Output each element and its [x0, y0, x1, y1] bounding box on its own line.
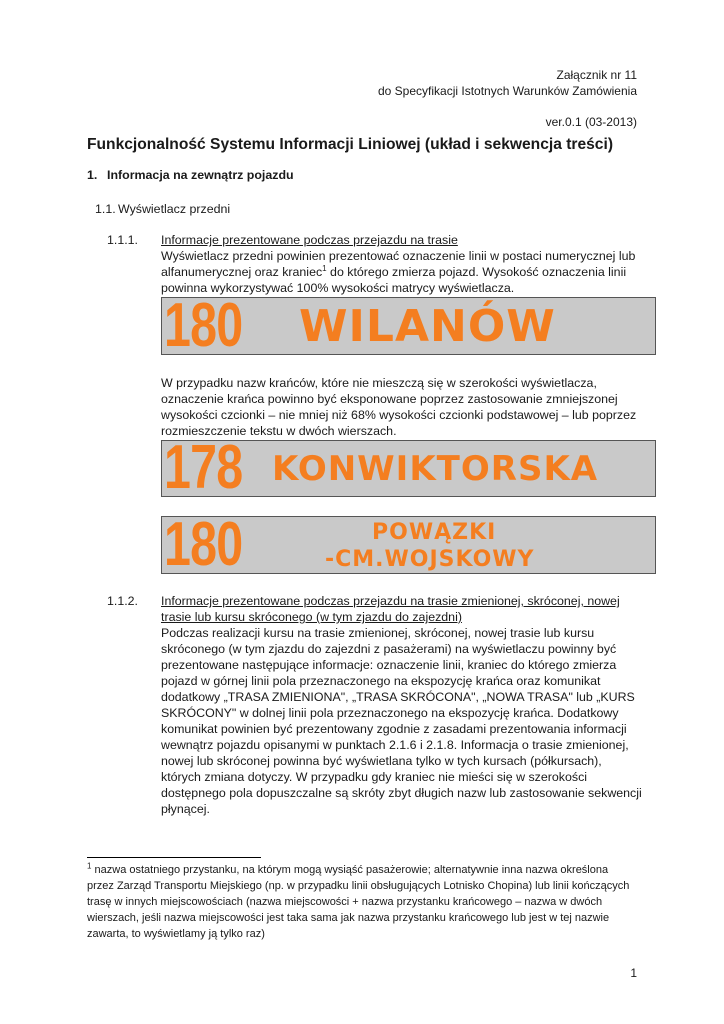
display-powazki — [161, 516, 656, 574]
page-number: 1 — [630, 966, 637, 980]
section-1-label: Informacja na zewnątrz pojazdu — [107, 168, 294, 182]
section-1-1-2-number: 1.1.2. — [107, 594, 139, 608]
paragraph-line: wysokości czcionki – nie mniej niż 68% wysokości czcionki podstawowej – lub poprzez — [161, 408, 637, 422]
destination-line-1: POWĄZKI — [372, 520, 497, 545]
paragraph-line: dodatkowy „TRASA ZMIENIONA", „TRASA SKRÓCONA", „NOWA TRASA" lub „KURS — [161, 690, 635, 704]
paragraph-line: płynącej. — [161, 802, 210, 816]
paragraph-line: powinna wykorzystywać 100% wysokości matrycy wyświetlacza. — [161, 281, 515, 295]
paragraph-line: wewnątrz pojazdu opisanymi w punktach 2.1.6 i 2.1.8. Informacja o trasie zmienionej, — [161, 738, 629, 752]
page-title: Funkcjonalność Systemu Informacji Liniowej (układ i sekwencja treści) — [87, 136, 614, 153]
paragraph-line: W przypadku nazw krańców, które nie mieszczą się w szerokości wyświetlacza, — [161, 376, 597, 390]
section-1-1-1-number: 1.1.1. — [107, 233, 139, 247]
paragraph-line: SKRÓCONY" w dolnej linii pola przeznaczonego na ekspozycję krańca. Dodatkowy — [161, 706, 619, 720]
section-1-1-2-heading-1: Informacje prezentowane podczas przejazdu na trasie zmienionej, skróconej, nowej — [161, 594, 620, 608]
line-number: 178 — [164, 440, 243, 497]
section-1-1-1-heading: Informacje prezentowane podczas przejazdu na trasie — [161, 233, 458, 247]
text-span: nazwa ostatniego przystanku, na którym mogą wysiąść pasażerowie; alternatywnie inna nazwa określona — [91, 864, 609, 876]
paragraph-line: rozmieszczenie tekstu w dwóch wierszach. — [161, 424, 397, 438]
display-konwiktorska — [161, 440, 656, 497]
paragraph-line: dostępnego pola dopuszczalne są skróty zbyt długich nazw lub zastosowanie sekwencji — [161, 786, 642, 800]
paragraph-line: skróconego (w tym zjazdu do zajezdni z pasażerami) na wyświetlaczu powinny być — [161, 642, 617, 656]
line-number: 180 — [164, 516, 243, 574]
text-span: do którego zmierza pojazd. Wysokość oznaczenia linii — [326, 265, 627, 279]
paragraph-line: których zmiana dotyczy. W przypadku gdy kraniec nie mieści się w szerokości — [161, 770, 588, 784]
footnote-line: przez Zarząd Transportu Miejskiego (np. w przypadku linii obsługujących Lotnisko Chopina) lub linii kończących — [87, 880, 630, 892]
paragraph-line — [161, 264, 626, 280]
paragraph-line: Wyświetlacz przedni powinien prezentować oznaczenie linii w postaci numerycznej lub — [161, 249, 636, 263]
line-number: 180 — [164, 297, 243, 355]
paragraph-line: komunikat powinien być prezentowany zgodnie z zasadami prezentowania informacji — [161, 722, 627, 736]
footnote-line: trasę w innych miejscowościach (nazwa miejscowości + nazwa przystanku krańcowego – nazwa w dwóch — [87, 896, 603, 908]
paragraph-line: pojazd w górnej linii pola przeznaczonego na ekspozycję krańca oraz komunikat — [161, 674, 601, 688]
paragraph-line: prezentowane następujące informacje: oznaczenie linii, kraniec do którego zmierza — [161, 658, 617, 672]
footnote-ref[interactable]: 1 — [322, 263, 327, 273]
destination: WILANÓW — [299, 301, 556, 352]
paragraph-line: oznaczenie krańca powinno być eksponowane poprzez zastosowanie zmniejszonej — [161, 392, 618, 406]
footnote-marker: 1 — [87, 861, 92, 871]
footnote-separator — [87, 857, 261, 858]
paragraph-line: Podczas realizacji kursu na trasie zmienionej, skróconej, nowej trasie lub kursu — [161, 626, 595, 640]
footnote-line: wierszach, jeśli nazwa miejscowości jest taka sama jak nazwa przystanku krańcowego lub jest w tej nazwie — [87, 912, 610, 924]
destination-line-2: -CM.WOJSKOWY — [325, 547, 535, 572]
paragraph-line: nowej lub skróconej powinna być wyświetlana tylko w tych kursach (półkursach), — [161, 754, 602, 768]
attachment-label: Załącznik nr 11 — [556, 68, 637, 82]
destination: KONWIKTORSKA — [272, 449, 599, 489]
section-1-1-number: 1.1. — [95, 202, 116, 216]
footnote-line — [87, 863, 608, 878]
section-1-1-label: Wyświetlacz przedni — [118, 202, 231, 216]
version-label: ver.0.1 (03-2013) — [545, 115, 637, 129]
text-span: alfanumerycznej oraz kraniec — [161, 265, 323, 279]
display-wilanow — [161, 297, 656, 355]
section-1-number: 1. — [87, 168, 98, 182]
attachment-spec: do Specyfikacji Istotnych Warunków Zamówienia — [378, 84, 637, 98]
section-1-1-2-heading-2: trasie lub kursu skróconego (w tym zjazdu do zajezdni) — [161, 610, 462, 624]
footnote-line: zawarta, to wyświetlamy ją tylko raz) — [87, 928, 265, 940]
